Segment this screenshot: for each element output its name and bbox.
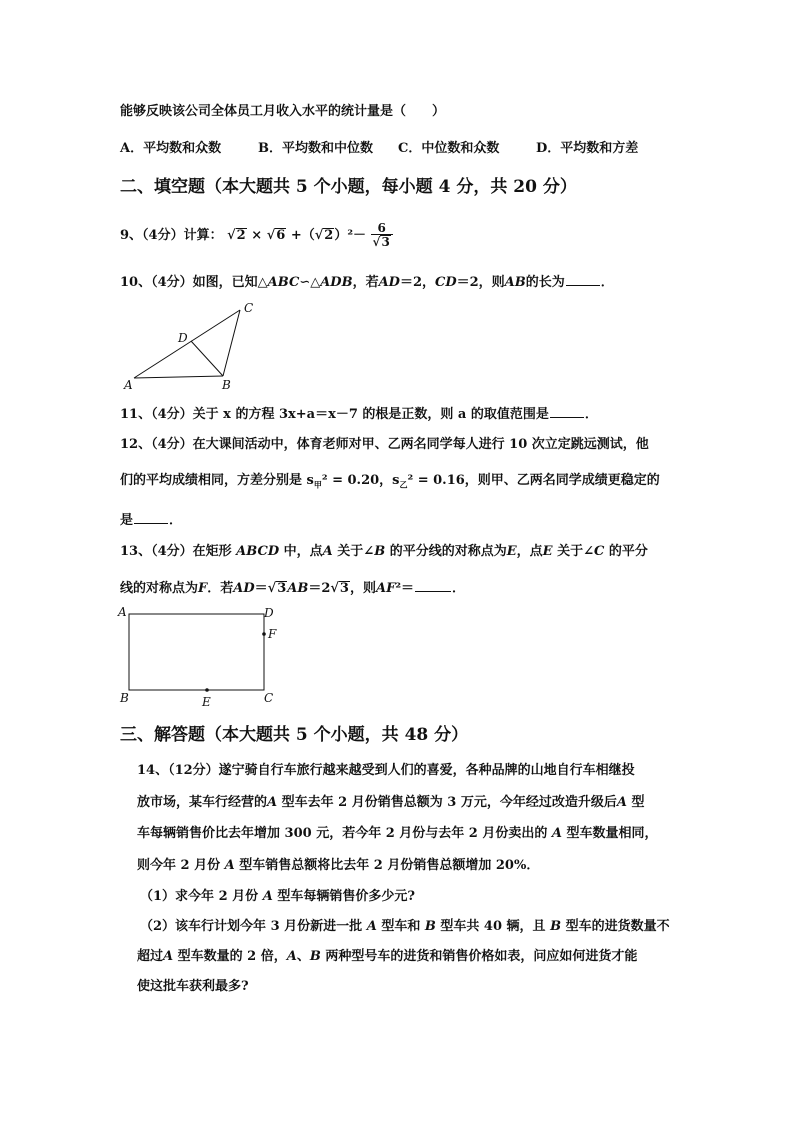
point-f bbox=[262, 632, 266, 636]
q12-line2: 们的平均成绩相同，方差分别是 $s_甲^2 = 0.20$，$s_乙^2 = 0.16$，则甲、乙两名同学成绩更稳定的 bbox=[120, 473, 660, 490]
q9-fraction bbox=[371, 222, 393, 249]
q8-option-a: A．平均数和众数 bbox=[120, 141, 222, 156]
sqrt-symbol: √ bbox=[314, 228, 324, 244]
point-e bbox=[205, 688, 209, 692]
triangle-figure bbox=[118, 296, 268, 396]
q8-option-d: D．平均数和方差 bbox=[536, 141, 639, 156]
label-f: F bbox=[268, 627, 277, 641]
q10: 10、（4分）如图，已知△ABC∽△ADB，若AD＝2，CD＝2，则AB的长为 ． bbox=[120, 275, 614, 290]
label-d: D bbox=[178, 331, 188, 345]
q14-line3: 车每辆销售价比去年增加 300 元，若今年 2 月份与去年 2 月份卖出的 A 型车数量相同， bbox=[137, 826, 658, 841]
rectangle-figure bbox=[114, 604, 284, 712]
q9-frac-numerator: 6 bbox=[371, 222, 393, 235]
q10-answer-blank[interactable] bbox=[566, 273, 600, 286]
q9-sqrt-6: 6 bbox=[276, 228, 286, 244]
label-b: B bbox=[222, 378, 231, 392]
q8-option-b: B．平均数和中位数 bbox=[258, 141, 373, 156]
rectangle-abcd bbox=[129, 614, 264, 690]
segment-db bbox=[191, 341, 223, 376]
segment-ab bbox=[134, 376, 223, 378]
q12-line1: 12、（4分）在大课间活动中，体育老师对甲、乙两名同学每人进行 10 次立定跳远测试，他 bbox=[120, 437, 649, 452]
label-d: D bbox=[264, 606, 274, 620]
label-c: C bbox=[244, 301, 254, 315]
q14-sub2-line2: 超过A 型车数量的 2 倍，A、B 两种型号车的进货和销售价格如表，问应如何进货才能 bbox=[137, 949, 638, 964]
q12-answer-blank[interactable] bbox=[134, 511, 168, 524]
q9-sqrt-2: 2 bbox=[236, 228, 246, 244]
q14-line4: 则今年 2 月份 A 型车销售总额将比去年 2 月份销售总额增加 20%． bbox=[137, 858, 540, 873]
label-e: E bbox=[202, 695, 211, 709]
q14-sub2-line1: （2）该车行计划今年 3 月份新进一批 A 型车和 B 型车共 40 辆，且 B 型车的进货数量不 bbox=[140, 919, 670, 934]
q11: 11、（4分）关于 x 的方程 3x+a＝x－7 的根是正数，则 a 的取值范围是 ． bbox=[120, 407, 598, 422]
q13-answer-blank[interactable] bbox=[415, 579, 451, 592]
sqrt-symbol: √ bbox=[266, 228, 276, 244]
q14-sub1: （1）求今年 2 月份 A 型车每辆销售价多少元? bbox=[140, 889, 415, 904]
sqrt-symbol: √ bbox=[227, 228, 236, 244]
label-c: C bbox=[264, 691, 274, 705]
q9-square-minus: ）²－ bbox=[334, 228, 367, 244]
q11-answer-blank[interactable] bbox=[550, 405, 584, 418]
q9-plus: +（ bbox=[290, 228, 315, 244]
q9-frac-denominator: √3 bbox=[372, 235, 390, 249]
q12-line3: 是 ． bbox=[120, 513, 183, 528]
label-b: B bbox=[120, 691, 129, 705]
q9-prefix: 9、（4分）计算： bbox=[120, 228, 223, 244]
q13-line2: 线的对称点为F．若AD＝√3AB＝2√3，则AF²＝ ． bbox=[120, 581, 466, 596]
section-heading-solve: 三、解答题（本大题共 5 个小题，共 48 分） bbox=[120, 725, 469, 745]
segment-cb bbox=[223, 310, 240, 376]
q8-option-c: C．中位数和众数 bbox=[398, 141, 500, 156]
q13-line1: 13、（4分）在矩形 ABCD 中，点A 关于∠B 的平分线的对称点为E，点E 关于∠C 的平分 bbox=[120, 544, 648, 559]
q14-sub2-line3: 使这批车获利最多? bbox=[137, 979, 249, 994]
q14-line2: 放市场，某车行经营的A 型车去年 2 月份销售总额为 3 万元，今年经过改造升级后A 型 bbox=[137, 795, 645, 810]
label-a: A bbox=[124, 378, 133, 392]
q8-stem-tail: 能够反映该公司全体员工月收入水平的统计量是（ ） bbox=[120, 104, 446, 119]
q9-times: × bbox=[251, 228, 263, 244]
label-a: A bbox=[118, 605, 127, 619]
section-heading-fill-blank: 二、填空题（本大题共 5 个小题，每小题 4 分，共 20 分） bbox=[120, 177, 577, 197]
q14-line1: 14、（12分）遂宁骑自行车旅行越来越受到人们的喜爱，各种品牌的山地自行车相继投 bbox=[137, 763, 635, 778]
q9-sqrt-2b: 2 bbox=[324, 228, 334, 244]
q9 bbox=[120, 222, 393, 249]
